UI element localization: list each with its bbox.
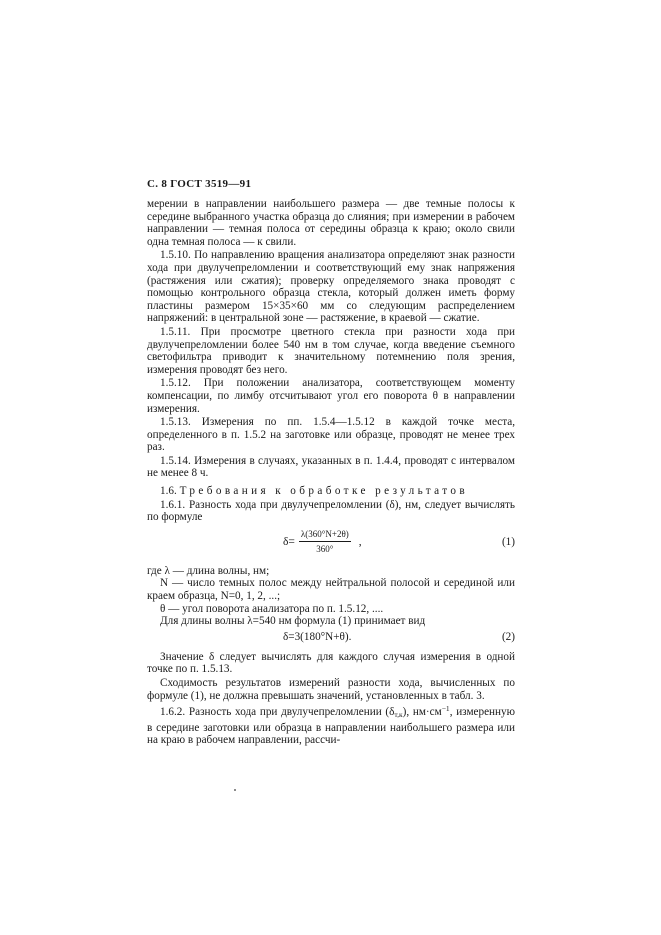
formula-2-number: (2) — [501, 630, 515, 643]
formula-1-numerator: λ(360°N+2θ) — [299, 528, 351, 543]
paragraph-1-5-11: 1.5.11. При просмотре цветного стекла при разности хода при двулучепреломлении более 540 нм в том случае, когда введение съемного светофильтра приводит к значительному потемнению поля зрения, измерения проводят без него. — [147, 325, 515, 376]
paragraph-convergence: Сходимость результатов измерений разности хода, вычисленных по формуле (1), не должна превышать значений, установленных в табл. 3. — [147, 677, 515, 702]
paragraph-1-6-1: 1.6.1. Разность хода при двулучепреломлении (δ), нм, следует вычислять по формуле — [147, 498, 515, 524]
section-heading — [147, 485, 515, 498]
formula-1-comma: , — [358, 535, 362, 548]
p-1-6-2-middle: ), нм·см — [402, 706, 442, 719]
paragraph-1-5-13: 1.5.13. Измерения по пп. 1.5.4—1.5.12 в каждой точке места, определенного в п. 1.5.2 на заготовке или образце, проводят не менее трех раз. — [147, 416, 515, 454]
p-1-6-2-superscript: −1 — [441, 704, 450, 714]
p-1-6-2-start: 1.6.2. Разность хода при двулучепреломлении (δ — [160, 706, 395, 719]
page-header: С. 8 ГОСТ 3519—91 — [147, 178, 252, 190]
p-1-6-2-end: , измеренную в середине заготовки или образца в направлении наибольшего размера или на краю в рабочем направлении, рассчи- — [147, 706, 515, 747]
document-body — [147, 198, 515, 747]
scan-speck — [234, 789, 236, 791]
formula-1 — [147, 528, 515, 560]
variable-definitions — [147, 565, 515, 628]
formula-1-lhs: δ= — [283, 535, 295, 548]
paragraph-1-6-2 — [147, 703, 515, 747]
section-number: 1.6. — [160, 485, 177, 498]
formula-1-number: (1) — [501, 535, 515, 548]
formula-2 — [147, 631, 515, 645]
definition-lambda: где λ — длина волны, нм; — [147, 564, 270, 577]
paragraph-1-5-14: 1.5.14. Измерения в случаях, указанных в п. 1.4.4, проводят с интервалом не менее 8 ч. — [147, 454, 515, 480]
paragraph-1-5-10: 1.5.10. По направлению вращения анализатора определяют знак разности хода при двулучепреломлении и соответствующий ему знак напряжения (растяжения или сжатия); проверку определяемого знака проводят с помощью контрольного образца стекла, который должен иметь форму пластины размером 15×35×60 мм со следующим распределением напряжений: в центральной зоне — растяжение, в краевой — сжатие. — [147, 249, 515, 325]
formula-1-fraction — [299, 528, 351, 556]
definition-n: N — число темных полос между нейтральной полосой и серединой или краем образца, N=0, 1, 2, ...; — [147, 577, 515, 603]
p-1-6-2-subscript: т,к — [394, 710, 403, 720]
formula-1-denominator: 360° — [316, 544, 334, 555]
section-title: Требования к обработке результатов — [179, 485, 469, 498]
paragraph-wavelength: Для длины волны λ=540 нм формула (1) принимает вид — [160, 615, 426, 628]
paragraph-delta-value: Значение δ следует вычислять для каждого случая измерения в одной точке по п. 1.5.13. — [147, 650, 515, 676]
paragraph-1-5-12: 1.5.12. При положении анализатора, соответствующем моменту компенсации, по лимбу отсчитывают угол его поворота θ в направлении измерения. — [147, 377, 515, 415]
formula-2-expression: δ=3(180°N+θ). — [283, 630, 352, 643]
definition-theta: θ — угол поворота анализатора по п. 1.5.12, .... — [160, 602, 384, 615]
paragraph: мерении в направлении наибольшего размера — две темные полосы к середине выбранного участка образца до слияния; при измерении в рабочем направлении — темная полоса от середины образца к краю; около свили одна темная полоса — к свили. — [147, 198, 515, 248]
